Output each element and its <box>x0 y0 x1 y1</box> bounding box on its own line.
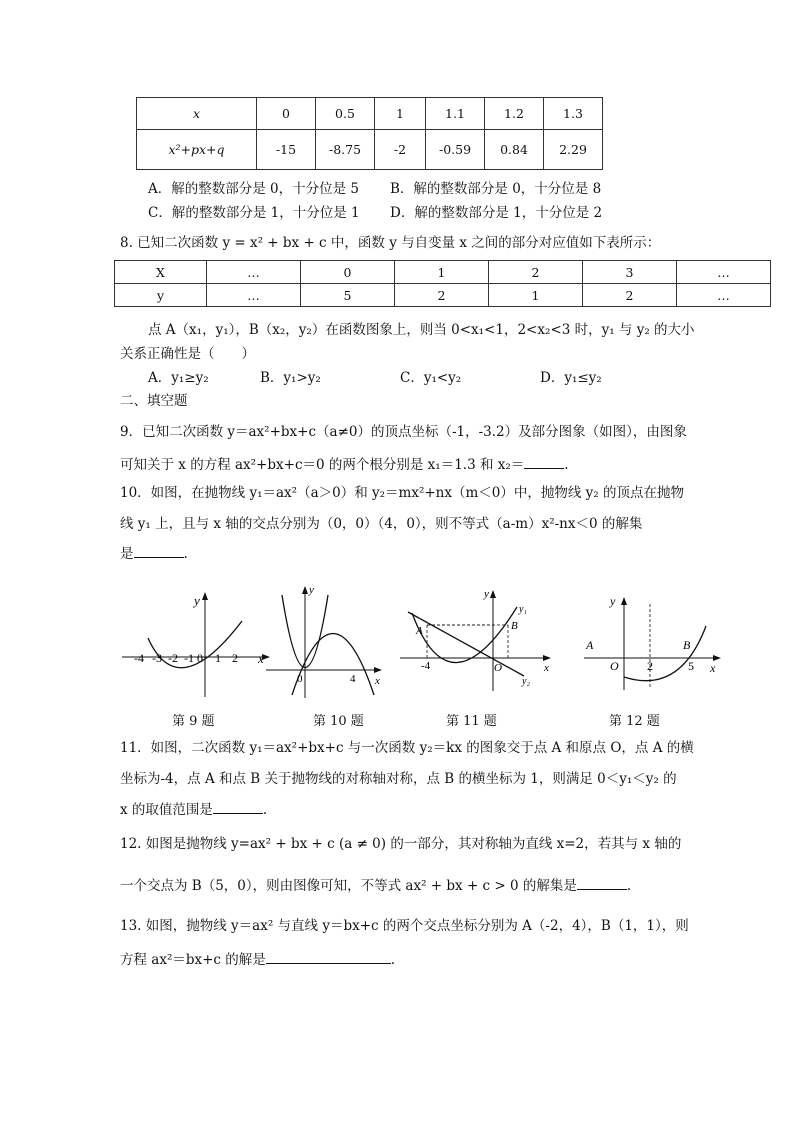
table1-header: 0.5 <box>316 98 375 130</box>
q13-end: . <box>390 952 396 968</box>
axis-label-x: x <box>710 661 716 675</box>
answer-blank[interactable] <box>577 875 627 890</box>
curve-label-y1: y₁ <box>519 604 527 615</box>
q9-line2-wrap <box>120 453 569 473</box>
table2-header: … <box>207 261 301 284</box>
table2-cell: 5 <box>301 284 395 307</box>
tick-label: 4 <box>350 673 356 685</box>
q8-line1: 点 A（x₁，y₁），B（x₂，y₂）在函数图象上，则当 0<x₁<1，2<x₂<3 时，y₁ 与 y₂ 的大小 <box>148 322 695 338</box>
value-table-2 <box>114 260 771 307</box>
q12-line2: 一个交点为 B（5，0），则由图像可知，不等式 ax² + bx + c > 0 的解集是 <box>120 878 577 894</box>
q13-line2-wrap <box>120 948 395 968</box>
answer-blank[interactable] <box>213 799 263 814</box>
q12-line1: 12. 如图是抛物线 y=ax² + bx + c (a ≠ 0) 的一部分，其对称轴为直线 x=2，若其与 x 轴的 <box>120 836 682 852</box>
table1-cell: -8.75 <box>316 130 375 170</box>
q9-line1: 9．已知二次函数 y＝ax²+bx+c（a≠0）的顶点坐标（-1，-3.2）及部分图象（如图），由图象 <box>120 424 687 440</box>
figure-11-graph <box>398 585 558 693</box>
table1-header: 1.1 <box>426 98 485 130</box>
tick-label: 5 <box>688 659 694 673</box>
tick-label: 2 <box>232 651 238 665</box>
point-label-b: B <box>683 638 691 652</box>
axis-label-y: y <box>610 594 616 608</box>
x-axis-arrow-icon <box>374 667 382 673</box>
figure-10-graph <box>262 580 388 700</box>
table1-cell: 0.84 <box>485 130 544 170</box>
table2-header: 2 <box>489 261 583 284</box>
q8-option-d: D．y₁≤y₂ <box>540 370 602 386</box>
table1-row-label: x²+px+q <box>137 130 257 170</box>
curve-label-y2: y₂ <box>522 676 530 687</box>
point-label-a: A <box>586 638 594 652</box>
axis-label-y: y <box>484 588 489 600</box>
axis-label-y: y <box>309 584 314 596</box>
axis-label-x: x <box>544 662 549 674</box>
axis-label-y: y <box>194 593 200 608</box>
answer-blank[interactable] <box>134 543 184 558</box>
tick-label: -1 <box>184 651 194 665</box>
parabola-curve <box>148 621 242 668</box>
q11-line1: 11．如图，二次函数 y₁＝ax²+bx+c 与一次函数 y₂＝kx 的图象交于点 A 和原点 O，点 A 的横 <box>120 740 694 756</box>
q7-option-d: D．解的整数部分是 1，十分位是 2 <box>390 205 603 221</box>
table1-cell: -0.59 <box>426 130 485 170</box>
tick-label: 0 <box>197 651 203 665</box>
y-axis-arrow-icon <box>490 590 496 598</box>
q10-line3: 是 <box>120 546 134 562</box>
point-label-b: B <box>511 620 518 632</box>
table2-cell: 1 <box>489 284 583 307</box>
table2-header: 1 <box>395 261 489 284</box>
q9-end: . <box>564 457 569 473</box>
q11-line2: 坐标为-4，点 A 和点 B 关于抛物线的对称轴对称，点 B 的横坐标为 1，则满足 0＜y₁＜y₂ 的 <box>120 771 677 787</box>
q11-line3: x 的取值范围是 <box>120 802 213 818</box>
figure-10-caption: 第 10 题 <box>313 714 364 729</box>
table2-cell: 2 <box>583 284 677 307</box>
answer-blank[interactable] <box>524 454 564 469</box>
q10-line3-wrap <box>120 542 188 562</box>
table2-cell: … <box>677 284 771 307</box>
table1-cell: 2.29 <box>544 130 603 170</box>
q9-line2: 可知关于 x 的方程 ax²+bx+c＝0 的两个根分别是 x₁＝1.3 和 x₂＝ <box>120 457 525 473</box>
q10-end: . <box>183 546 188 562</box>
q11-end: . <box>262 802 268 818</box>
q11-line3-wrap <box>120 798 267 818</box>
q13-line1: 13. 如图，抛物线 y＝ax² 与直线 y＝bx+c 的两个交点坐标分别为 A（-2，4），B（1，1），则 <box>120 918 689 934</box>
table2-cell: … <box>207 284 301 307</box>
q7-option-b: B．解的整数部分是 0，十分位是 8 <box>390 181 602 197</box>
tick-label: -4 <box>421 660 431 672</box>
q10-line1: 10．如图，在抛物线 y₁＝ax²（a＞0）和 y₂＝mx²+nx（m＜0）中，抛物线 y₂ 的顶点在抛物 <box>120 485 685 501</box>
q8-option-c: C．y₁<y₂ <box>400 370 462 386</box>
figure-12-graph <box>580 590 726 694</box>
table1-cell: -2 <box>375 130 426 170</box>
q12-line2-wrap <box>120 874 631 894</box>
y-axis-arrow-icon <box>202 592 208 600</box>
table1-header-x: x <box>137 98 257 130</box>
q8-option-a: A．y₁≥y₂ <box>148 370 209 386</box>
tick-label: 0 <box>297 673 303 685</box>
tick-label: 1 <box>215 651 221 665</box>
q7-option-c: C．解的整数部分是 1，十分位是 1 <box>148 205 360 221</box>
x-axis-arrow-icon <box>543 655 551 661</box>
axis-label-x: x <box>375 675 380 687</box>
answer-blank[interactable] <box>266 949 391 964</box>
table2-header: … <box>677 261 771 284</box>
q13-line2: 方程 ax²＝bx+c 的解是 <box>120 952 266 968</box>
table1-header: 0 <box>257 98 316 130</box>
parabola-y2-curve <box>292 634 374 696</box>
section-heading: 二、填空题 <box>120 393 188 409</box>
table1-header: 1.3 <box>544 98 603 130</box>
q10-line2: 线 y₁ 上，且与 x 轴的交点分别为（0，0）（4，0），则不等式（a-m）x²-nx＜0 的解集 <box>120 516 643 532</box>
table1-header: 1 <box>375 98 426 130</box>
origin-label: O <box>610 659 619 673</box>
tick-label: -4 <box>134 651 144 665</box>
figure-12-caption: 第 12 题 <box>609 714 660 729</box>
q12-end: . <box>626 878 632 894</box>
table2-header: X <box>115 261 207 284</box>
y-axis-arrow-icon <box>302 586 308 594</box>
table2-cell: y <box>115 284 207 307</box>
q8-stem: 8. 已知二次函数 y = x² + bx + c 中，函数 y 与自变量 x 之间的部分对应值如下表所示： <box>120 235 661 251</box>
table2-header: 3 <box>583 261 677 284</box>
table2-cell: 2 <box>395 284 489 307</box>
tick-label: 2 <box>647 659 653 673</box>
tick-label: -3 <box>152 651 162 665</box>
figure-11-caption: 第 11 题 <box>446 714 497 729</box>
origin-label: O <box>494 662 502 674</box>
figure-9-graph <box>118 585 274 703</box>
tick-label: -2 <box>168 651 178 665</box>
q8-option-b: B．y₁>y₂ <box>260 370 321 386</box>
parabola-y1-curve <box>412 607 517 663</box>
q8-line2: 关系正确性是（ ） <box>120 346 255 362</box>
table2-header: 0 <box>301 261 395 284</box>
value-table-1 <box>136 97 603 170</box>
y-axis-arrow-icon <box>621 597 627 605</box>
q7-option-a: A．解的整数部分是 0，十分位是 5 <box>148 181 360 197</box>
point-label-a: A <box>416 625 423 637</box>
figure-9-caption: 第 9 题 <box>172 714 215 729</box>
table1-header: 1.2 <box>485 98 544 130</box>
table1-cell: -15 <box>257 130 316 170</box>
axis-label-x: x <box>258 651 264 666</box>
